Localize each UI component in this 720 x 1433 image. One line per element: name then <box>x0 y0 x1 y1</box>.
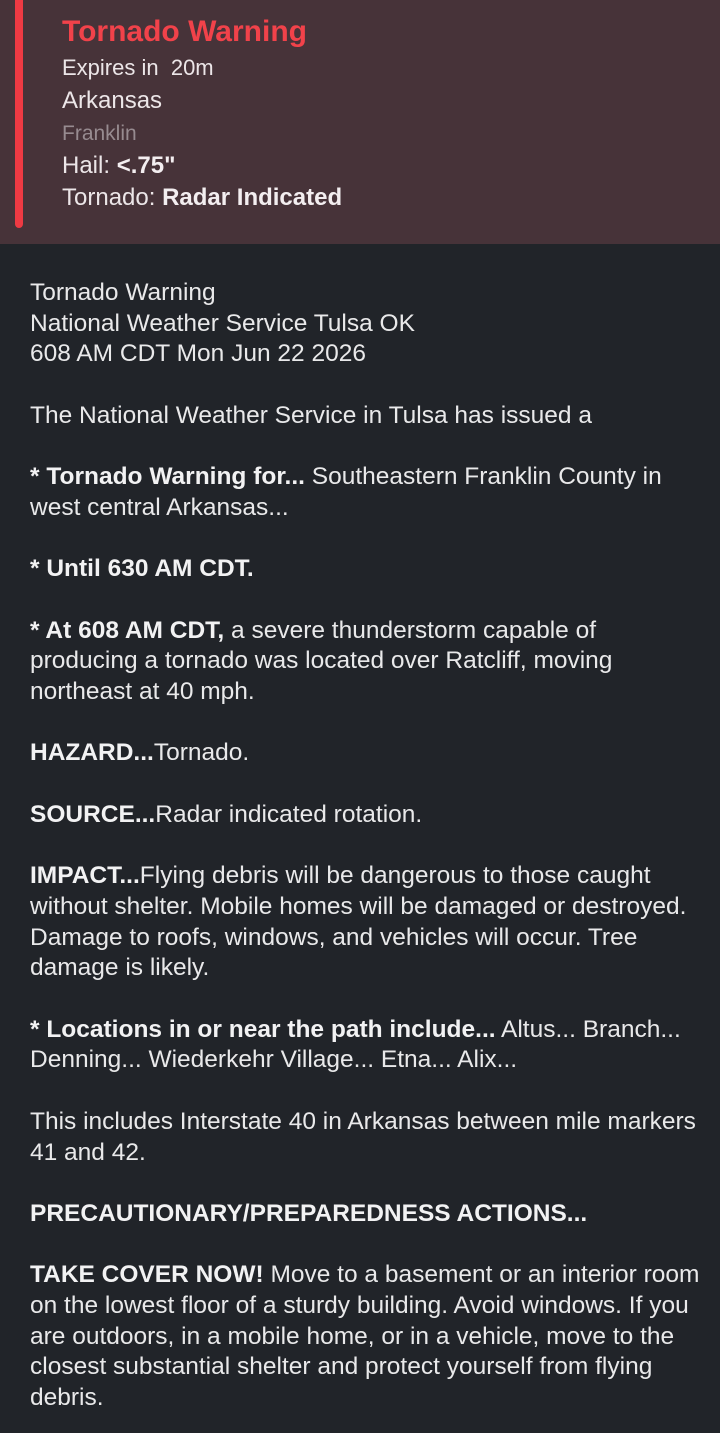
alert-severity-stripe <box>15 0 23 228</box>
hail-value: <.75" <box>116 152 176 179</box>
message-interstate: This includes Interstate 40 in Arkansas between mile markers 41 and 42. <box>30 1107 696 1166</box>
at-label: * At 608 AM CDT, <box>30 616 225 644</box>
at-text: a severe thunderstorm capable of producing a tornado was located over Ratcliff, moving northeast at 40 mph. <box>30 616 613 706</box>
message-line3: 608 AM CDT Mon Jun 22 2026 <box>30 340 366 368</box>
source-label: SOURCE... <box>30 800 156 828</box>
alert-header-content <box>62 12 700 214</box>
alert-title: Tornado Warning <box>62 15 307 48</box>
warning-for-text: Southeastern Franklin County in west central Arkansas... <box>30 463 662 521</box>
message-intro: The National Weather Service in Tulsa has issued a <box>30 401 592 429</box>
hail-label: Hail: <box>62 152 111 179</box>
alert-header[interactable] <box>0 0 720 244</box>
message-until <box>30 554 700 585</box>
take-cover-label: TAKE COVER NOW! <box>30 1261 264 1289</box>
message-line1: Tornado Warning <box>30 279 216 306</box>
impact-text: Flying debris will be dangerous to those caught without shelter. Mobile homes will be damaged or destroyed. Damage to roofs, windows, and vehicles will occur. Tree damage is likely. <box>30 862 687 982</box>
take-cover-text: Move to a basement or an interior room on the lowest floor of a sturdy building. Avoid windows. If you are outdoors, in a mobile home, or in a vehicle, move to the closest substantial shelter and protect yourself from flying debris. <box>30 1261 700 1412</box>
impact-label: IMPACT... <box>30 862 140 890</box>
alert-hail <box>62 150 700 182</box>
message-locations <box>30 1015 700 1076</box>
message-heading <box>30 278 700 370</box>
hazard-label: HAZARD... <box>30 739 154 767</box>
warning-for-label: * Tornado Warning for... <box>30 463 305 491</box>
tornado-label: Tornado: <box>62 184 156 211</box>
hazard-text: Tornado. <box>153 739 250 767</box>
alert-region: Arkansas <box>62 87 163 114</box>
expires-label: Expires in <box>62 55 159 80</box>
locations-label: * Locations in or near the path include... <box>30 1015 496 1043</box>
message-source <box>30 800 700 831</box>
alert-county: Franklin <box>62 122 137 145</box>
tornado-value: Radar Indicated <box>162 184 343 211</box>
message-take-cover <box>30 1260 700 1414</box>
message-line2: National Weather Service Tulsa OK <box>30 309 415 337</box>
message-warning-for <box>30 462 700 523</box>
message-precaution <box>30 1199 700 1230</box>
alert-message-body <box>30 278 700 1414</box>
message-at <box>30 616 700 708</box>
precaution-label: PRECAUTIONARY/PREPAREDNESS ACTIONS... <box>30 1199 588 1227</box>
message-impact <box>30 861 700 984</box>
source-text: Radar indicated rotation. <box>155 800 423 828</box>
locations-text: Altus... Branch... Denning... Wiederkehr Village... Etna... Alix... <box>30 1015 681 1074</box>
expires-value: 20m <box>170 55 214 80</box>
alert-tornado <box>62 182 700 214</box>
until-label: * Until 630 AM CDT. <box>30 555 254 583</box>
alert-expiry <box>62 52 700 84</box>
message-hazard <box>30 738 700 769</box>
